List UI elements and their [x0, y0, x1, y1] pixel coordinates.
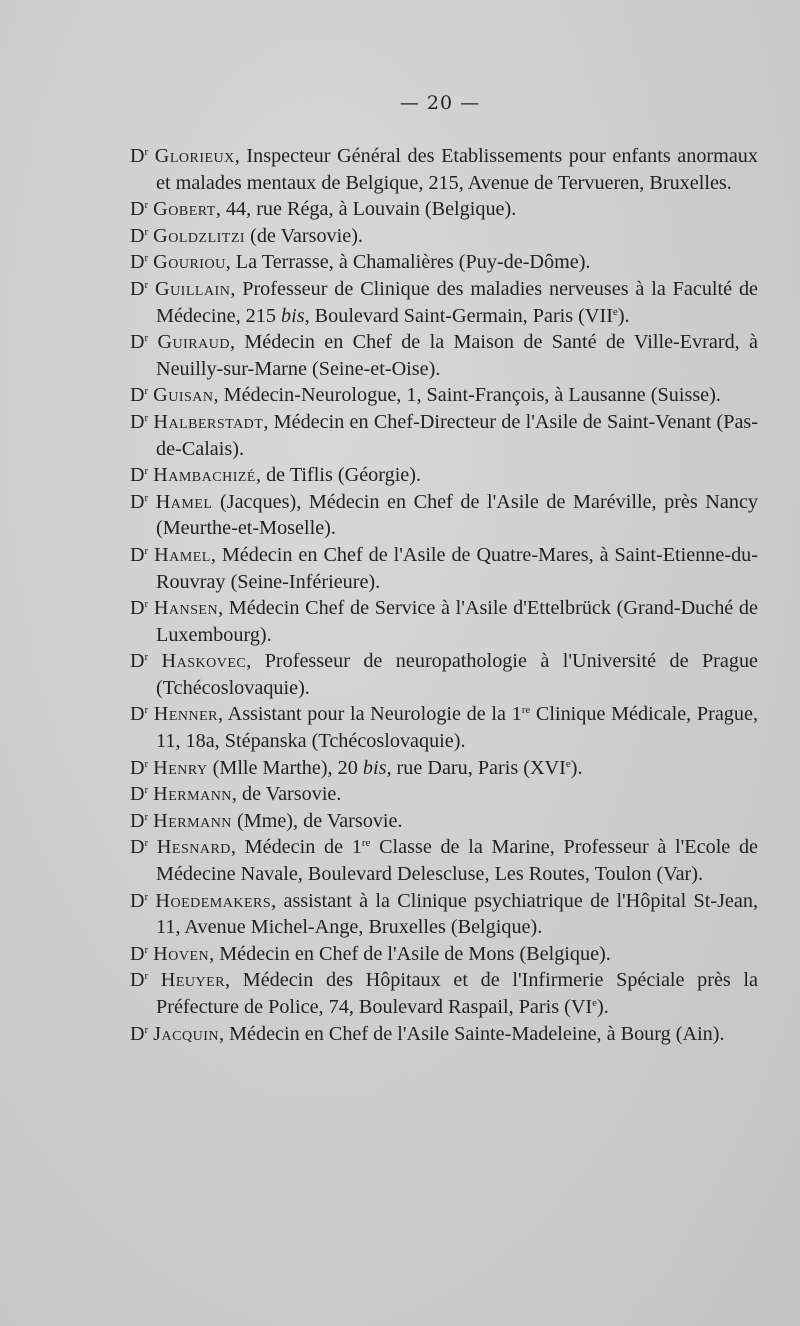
entry-details: (de Varsovie). — [245, 224, 363, 247]
list-item — [130, 542, 758, 595]
entry-details: , 44, rue Réga, à Louvain (Belgique). — [215, 198, 517, 221]
list-item — [130, 249, 758, 276]
entry-details: , Assistant pour la Neurologie de la 1re Clinique Médicale, Prague, 11, 18a, Stépanska (Tchécoslovaquie). — [156, 703, 758, 753]
entry-name: Jacquin — [153, 1022, 219, 1045]
entry-title: $D^r$ — [130, 650, 149, 673]
entry-details: , de Varsovie. — [231, 783, 342, 806]
entry-details: (Mme), de Varsovie. — [231, 809, 403, 832]
entry-title-sup: r — [144, 146, 149, 158]
list-item — [130, 967, 758, 1020]
entry-title: $D^r$ — [130, 464, 149, 487]
list-item — [130, 834, 758, 887]
entry-name: Gouriou — [153, 251, 226, 274]
entry-title: $D^r$ — [130, 1022, 149, 1045]
list-item — [130, 223, 758, 250]
entry-name: Hermann — [153, 783, 232, 806]
entry-title: $D^r$ — [130, 410, 149, 433]
entry-title: $D^r$ — [130, 224, 149, 247]
entry-details: , La Terrasse, à Chamalières (Puy-de-Dôme). — [225, 251, 591, 274]
entry-title: $D^r$ — [130, 198, 149, 221]
entry-title-sup: r — [144, 890, 149, 903]
entry-details: , de Tiflis (Géorgie). — [255, 464, 422, 487]
entry-name: Gobert — [153, 198, 216, 221]
entry-name: Henry — [153, 756, 208, 779]
entry-details: (Jacques), Médecin en Chef de l'Asile de Maréville, près Nancy (Meurthe-et-Moselle). — [156, 490, 758, 540]
entry-details: , Médecin de 1re Classe de la Marine, Professeur à l'Ecole de Médecine Navale, Boulevard Delescluse, Les Routes, Toulon (Var). — [156, 836, 759, 886]
entry-title-sup: r — [144, 225, 149, 238]
list-item — [130, 489, 758, 542]
entry-name: Hambachizé — [153, 464, 256, 487]
list-item — [130, 595, 758, 648]
entry-details: , Médecin en Chef de l'Asile de Quatre-Mares, à Saint-Etienne-du-Rouvray (Seine-Inférieure). — [156, 543, 758, 593]
entry-name: Hoven — [153, 942, 210, 965]
entry-title: $D^r$ — [130, 543, 149, 566]
entry-details: , Professeur de Clinique des maladies nerveuses à la Faculté de Médecine, 215 bis, Boulevard Saint-Germain, Paris (VIIe). — [156, 277, 759, 327]
entry-details: , Inspecteur Général des Etablissements pour enfants anormaux et malades mentaux de Belgique, 215, Avenue de Tervueren, Bruxelles. — [156, 145, 758, 194]
list-item — [130, 1021, 758, 1048]
entry-name: Hesnard — [156, 836, 231, 859]
list-item — [130, 648, 758, 701]
entry-name: Hoedemakers — [155, 889, 272, 912]
entry-name: Goldzlitzi — [153, 224, 246, 247]
entry-name: Guisan — [153, 384, 214, 407]
entry-title: $D^r$ — [130, 277, 149, 300]
entry-title-sup: r — [144, 598, 149, 611]
entry-title-sup: r — [144, 278, 149, 291]
list-item — [130, 701, 758, 754]
entry-title: $D^r$ — [130, 145, 149, 167]
entry-title: $D^r$ — [130, 889, 149, 912]
entry-name: Hansen — [153, 597, 219, 620]
list-item — [130, 888, 758, 941]
entry-title-sup: r — [144, 810, 149, 823]
entry-name: Guiraud — [157, 331, 230, 354]
list-item — [130, 196, 758, 223]
list-item — [130, 755, 758, 782]
entry-title: $D^r$ — [130, 942, 149, 965]
entry-name: Hermann — [153, 809, 232, 832]
entry-title: $D^r$ — [130, 809, 149, 832]
list-item — [130, 276, 758, 329]
entry-title-sup: r — [144, 465, 149, 478]
entry-title-sup: r — [144, 544, 149, 557]
entry-name: Hamel — [154, 543, 211, 566]
list-item — [130, 143, 758, 196]
entry-title: $D^r$ — [130, 251, 149, 274]
entry-name: Haskovec — [161, 650, 247, 673]
entry-title: $D^r$ — [130, 331, 149, 354]
list-item — [130, 808, 758, 835]
entry-title: $D^r$ — [130, 597, 149, 620]
entry-details: , Médecin des Hôpitaux et de l'Infirmerie Spéciale près la Préfecture de Police, 74, Boulevard Raspail, Paris (VIe). — [156, 969, 758, 1018]
entry-title-sup: r — [144, 332, 149, 345]
entry-title: $D^r$ — [130, 756, 149, 779]
entry-title-sup: r — [144, 651, 149, 664]
entry-title-sup: r — [144, 199, 149, 212]
entry-details: , Médecin en Chef de l'Asile de Mons (Belgique). — [209, 942, 611, 965]
entry-title-sup: r — [144, 411, 149, 424]
entry-title-sup: r — [144, 943, 149, 956]
entry-details: , Professeur de neuropathologie à l'Université de Prague (Tchécoslovaquie). — [156, 650, 759, 699]
entry-title: $D^r$ — [130, 969, 149, 992]
entry-name: Hamel — [155, 490, 213, 513]
entry-details: , Médecin en Chef de la Maison de Santé de Ville-Evrard, à Neuilly-sur-Marne (Seine-et-Oise). — [156, 331, 759, 380]
entry-details: , Médecin-Neurologue, 1, Saint-François, à Lausanne (Suisse). — [213, 384, 721, 407]
entry-name: Glorieux — [154, 145, 235, 167]
list-item — [130, 409, 758, 462]
entry-title-sup: r — [144, 757, 149, 770]
entry-title-sup: r — [144, 837, 149, 850]
entry-details: (Mlle Marthe), 20 bis, rue Daru, Paris (XVIe). — [207, 756, 583, 779]
list-item — [130, 941, 758, 968]
entry-title-sup: r — [144, 252, 149, 265]
entry-title-sup: r — [144, 491, 149, 504]
entry-name: Halberstadt — [153, 410, 264, 433]
entry-title: $D^r$ — [130, 703, 149, 726]
entry-name: Henner — [153, 703, 219, 726]
entry-title-sup: r — [144, 970, 149, 983]
entry-name: Guillain — [154, 277, 231, 300]
list-item — [130, 329, 758, 382]
entry-details: , assistant à la Clinique psychiatrique de l'Hôpital St-Jean, 11, Avenue Michel-Ange, Bruxelles (Belgique). — [156, 889, 758, 939]
list-item — [130, 462, 758, 489]
entry-title: $D^r$ — [130, 783, 149, 806]
entry-title: $D^r$ — [130, 384, 149, 407]
entry-details: , Médecin en Chef-Directeur de l'Asile de Saint-Venant (Pas-de-Calais). — [156, 410, 759, 460]
list-item — [130, 382, 758, 409]
entry-details: , Médecin Chef de Service à l'Asile d'Ettelbrück (Grand-Duché de Luxembourg). — [156, 597, 758, 646]
list-item — [130, 781, 758, 808]
entry-title-sup: r — [144, 704, 149, 717]
entry-title: $D^r$ — [130, 836, 149, 859]
entry-details: , Médecin en Chef de l'Asile Sainte-Madeleine, à Bourg (Ain). — [218, 1022, 725, 1045]
entry-name: Heuyer — [160, 969, 226, 992]
member-list — [130, 143, 758, 1047]
entry-title-sup: r — [144, 784, 149, 797]
entry-title-sup: r — [144, 1023, 149, 1036]
entry-title-sup: r — [144, 385, 149, 398]
entry-title: $D^r$ — [130, 490, 149, 513]
page-number: — 20 — — [399, 92, 481, 114]
